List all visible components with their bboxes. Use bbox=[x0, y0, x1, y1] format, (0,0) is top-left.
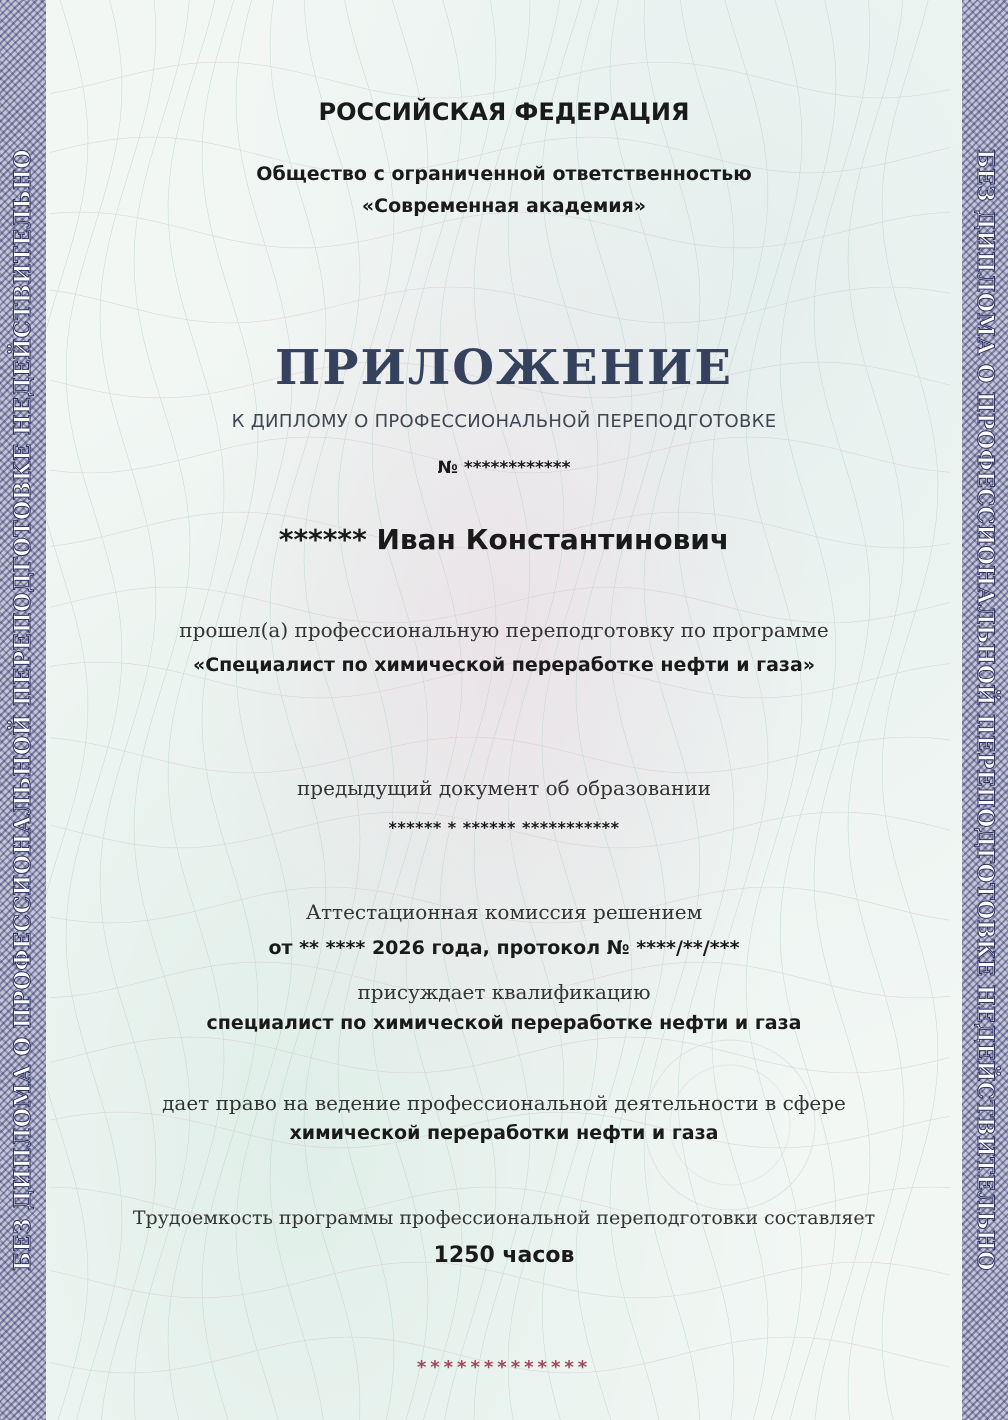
qualification-name: специалист по химической переработке нефти и газа bbox=[206, 1012, 802, 1034]
labor-intensity-text: Трудоемкость программы профессиональной переподготовки составляет bbox=[132, 1207, 876, 1229]
recipient-name: ****** Иван Константинович bbox=[278, 523, 730, 556]
professional-field: химической переработки нефти и газа bbox=[289, 1122, 719, 1144]
program-hours: 1250 часов bbox=[433, 1243, 575, 1268]
completed-text: прошел(а) профессиональную переподготовку по программе bbox=[179, 618, 829, 642]
country-heading: РОССИЙСКАЯ ФЕДЕРАЦИЯ bbox=[318, 98, 690, 126]
organization-type: Общество с ограниченной ответственностью bbox=[256, 163, 752, 185]
commission-text: Аттестационная комиссия решением bbox=[305, 900, 703, 924]
awards-text: присуждает квалификацию bbox=[357, 980, 651, 1004]
right-text: дает право на ведение профессиональной деятельности в сфере bbox=[162, 1091, 846, 1115]
previous-document-label: предыдущий документ об образовании bbox=[296, 776, 712, 800]
previous-document-value: ****** * ****** *********** bbox=[388, 818, 620, 837]
right-border-text: БЕЗ ДИПЛОМА О ПРОФЕССИОНАЛЬНОЙ ПЕРЕПОДГОТОВКЕ НЕДЕЙСТВИТЕЛЬНО bbox=[972, 149, 998, 1271]
serial-number: ************* bbox=[416, 1357, 592, 1378]
document-subtitle: К ДИПЛОМУ О ПРОФЕССИОНАЛЬНОЙ ПЕРЕПОДГОТОВКЕ bbox=[231, 411, 777, 432]
document-number: № ************ bbox=[437, 458, 571, 478]
decision-text: от ** **** 2026 года, протокол № ****/**/*** bbox=[268, 937, 740, 959]
organization-name: «Современная академия» bbox=[361, 195, 647, 217]
left-border-text: БЕЗ ДИПЛОМА О ПРОФЕССИОНАЛЬНОЙ ПЕРЕПОДГОТОВКЕ НЕДЕЙСТВИТЕЛЬНО bbox=[10, 149, 36, 1271]
program-name: «Специалист по химической переработке нефти и газа» bbox=[192, 654, 816, 676]
document-title: ПРИЛОЖЕНИЕ bbox=[275, 340, 733, 396]
